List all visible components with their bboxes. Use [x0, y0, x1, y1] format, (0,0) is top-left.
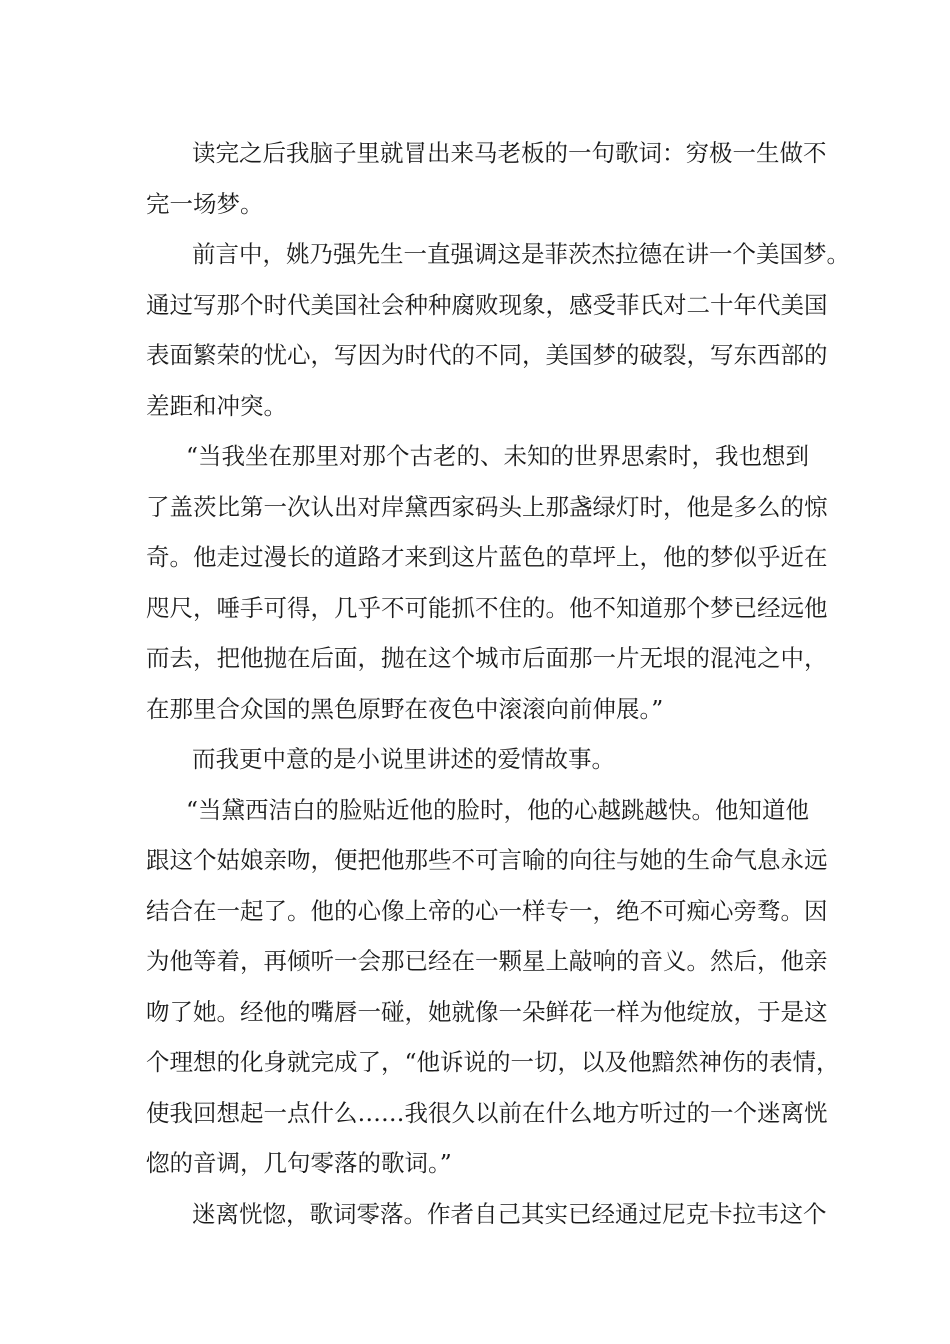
text-line: 结合在一起了。他的心像上帝的心一样专一，绝不可痴心旁骛。因	[146, 896, 828, 925]
text-line: “当我坐在那里对那个古老的、未知的世界思索时，我也想到	[186, 442, 810, 470]
paragraph-3-quote	[146, 431, 826, 734]
text-line: 通过写那个时代美国社会种种腐败现象，感受菲氏对二十年代美国	[146, 290, 828, 319]
text-line: 迷离恍惚，歌词零落。作者自己其实已经通过尼克卡拉韦这个	[192, 1199, 827, 1228]
text-line: 咫尺，唾手可得，几乎不可能抓不住的。他不知道那个梦已经远他	[146, 593, 828, 622]
paragraph-1	[146, 128, 826, 229]
text-line: 吻了她。经他的嘴唇一碰，她就像一朵鲜花一样为他绽放，于是这	[146, 997, 828, 1026]
text-line: 奇。他走过漫长的道路才来到这片蓝色的草坪上，他的梦似乎近在	[146, 543, 828, 571]
text-line: 跟这个姑娘亲吻，便把他那些不可言喻的向往与她的生命气息永远	[146, 846, 828, 874]
text-line: 前言中，姚乃强先生一直强调这是菲茨杰拉德在讲一个美国梦。	[192, 240, 850, 268]
text-line: 完一场梦。	[146, 189, 264, 218]
text-line: 为他等着，再倾听一会那已经在一颗星上敲响的音义。然后，他亲	[146, 947, 828, 975]
paragraph-4	[146, 734, 826, 785]
text-line: 表面繁荣的忧心，写因为时代的不同，美国梦的破裂，写东西部的	[146, 341, 828, 369]
paragraph-5-quote	[146, 785, 840, 1189]
text-line: 在那里合众国的黑色原野在夜色中滚滚向前伸展。”	[146, 694, 664, 723]
text-line: 个理想的化身就完成了，“他诉说的一切，以及他黯然神伤的表情，	[146, 1048, 840, 1076]
text-line: 差距和冲突。	[146, 391, 287, 420]
paragraph-6	[146, 1189, 826, 1240]
text-line: 而去，把他抛在后面，抛在这个城市后面那一片无垠的混沌之中，	[146, 644, 828, 672]
text-line: 了盖茨比第一次认出对岸黛西家码头上那盏绿灯时，他是多么的惊	[146, 492, 828, 521]
paragraph-2	[146, 229, 850, 431]
text-line: 读完之后我脑子里就冒出来马老板的一句歌词：穷极一生做不	[192, 139, 827, 167]
text-line: 使我回想起一点什么……我很久以前在什么地方听过的一个迷离恍	[146, 1098, 828, 1127]
text-line: 而我更中意的是小说里讲述的爱情故事。	[192, 745, 615, 773]
text-line: “当黛西洁白的脸贴近他的脸时，他的心越跳越快。他知道他	[186, 795, 810, 824]
document-page	[146, 128, 850, 1239]
text-line: 惚的音调，几句零落的歌词。”	[146, 1149, 452, 1177]
